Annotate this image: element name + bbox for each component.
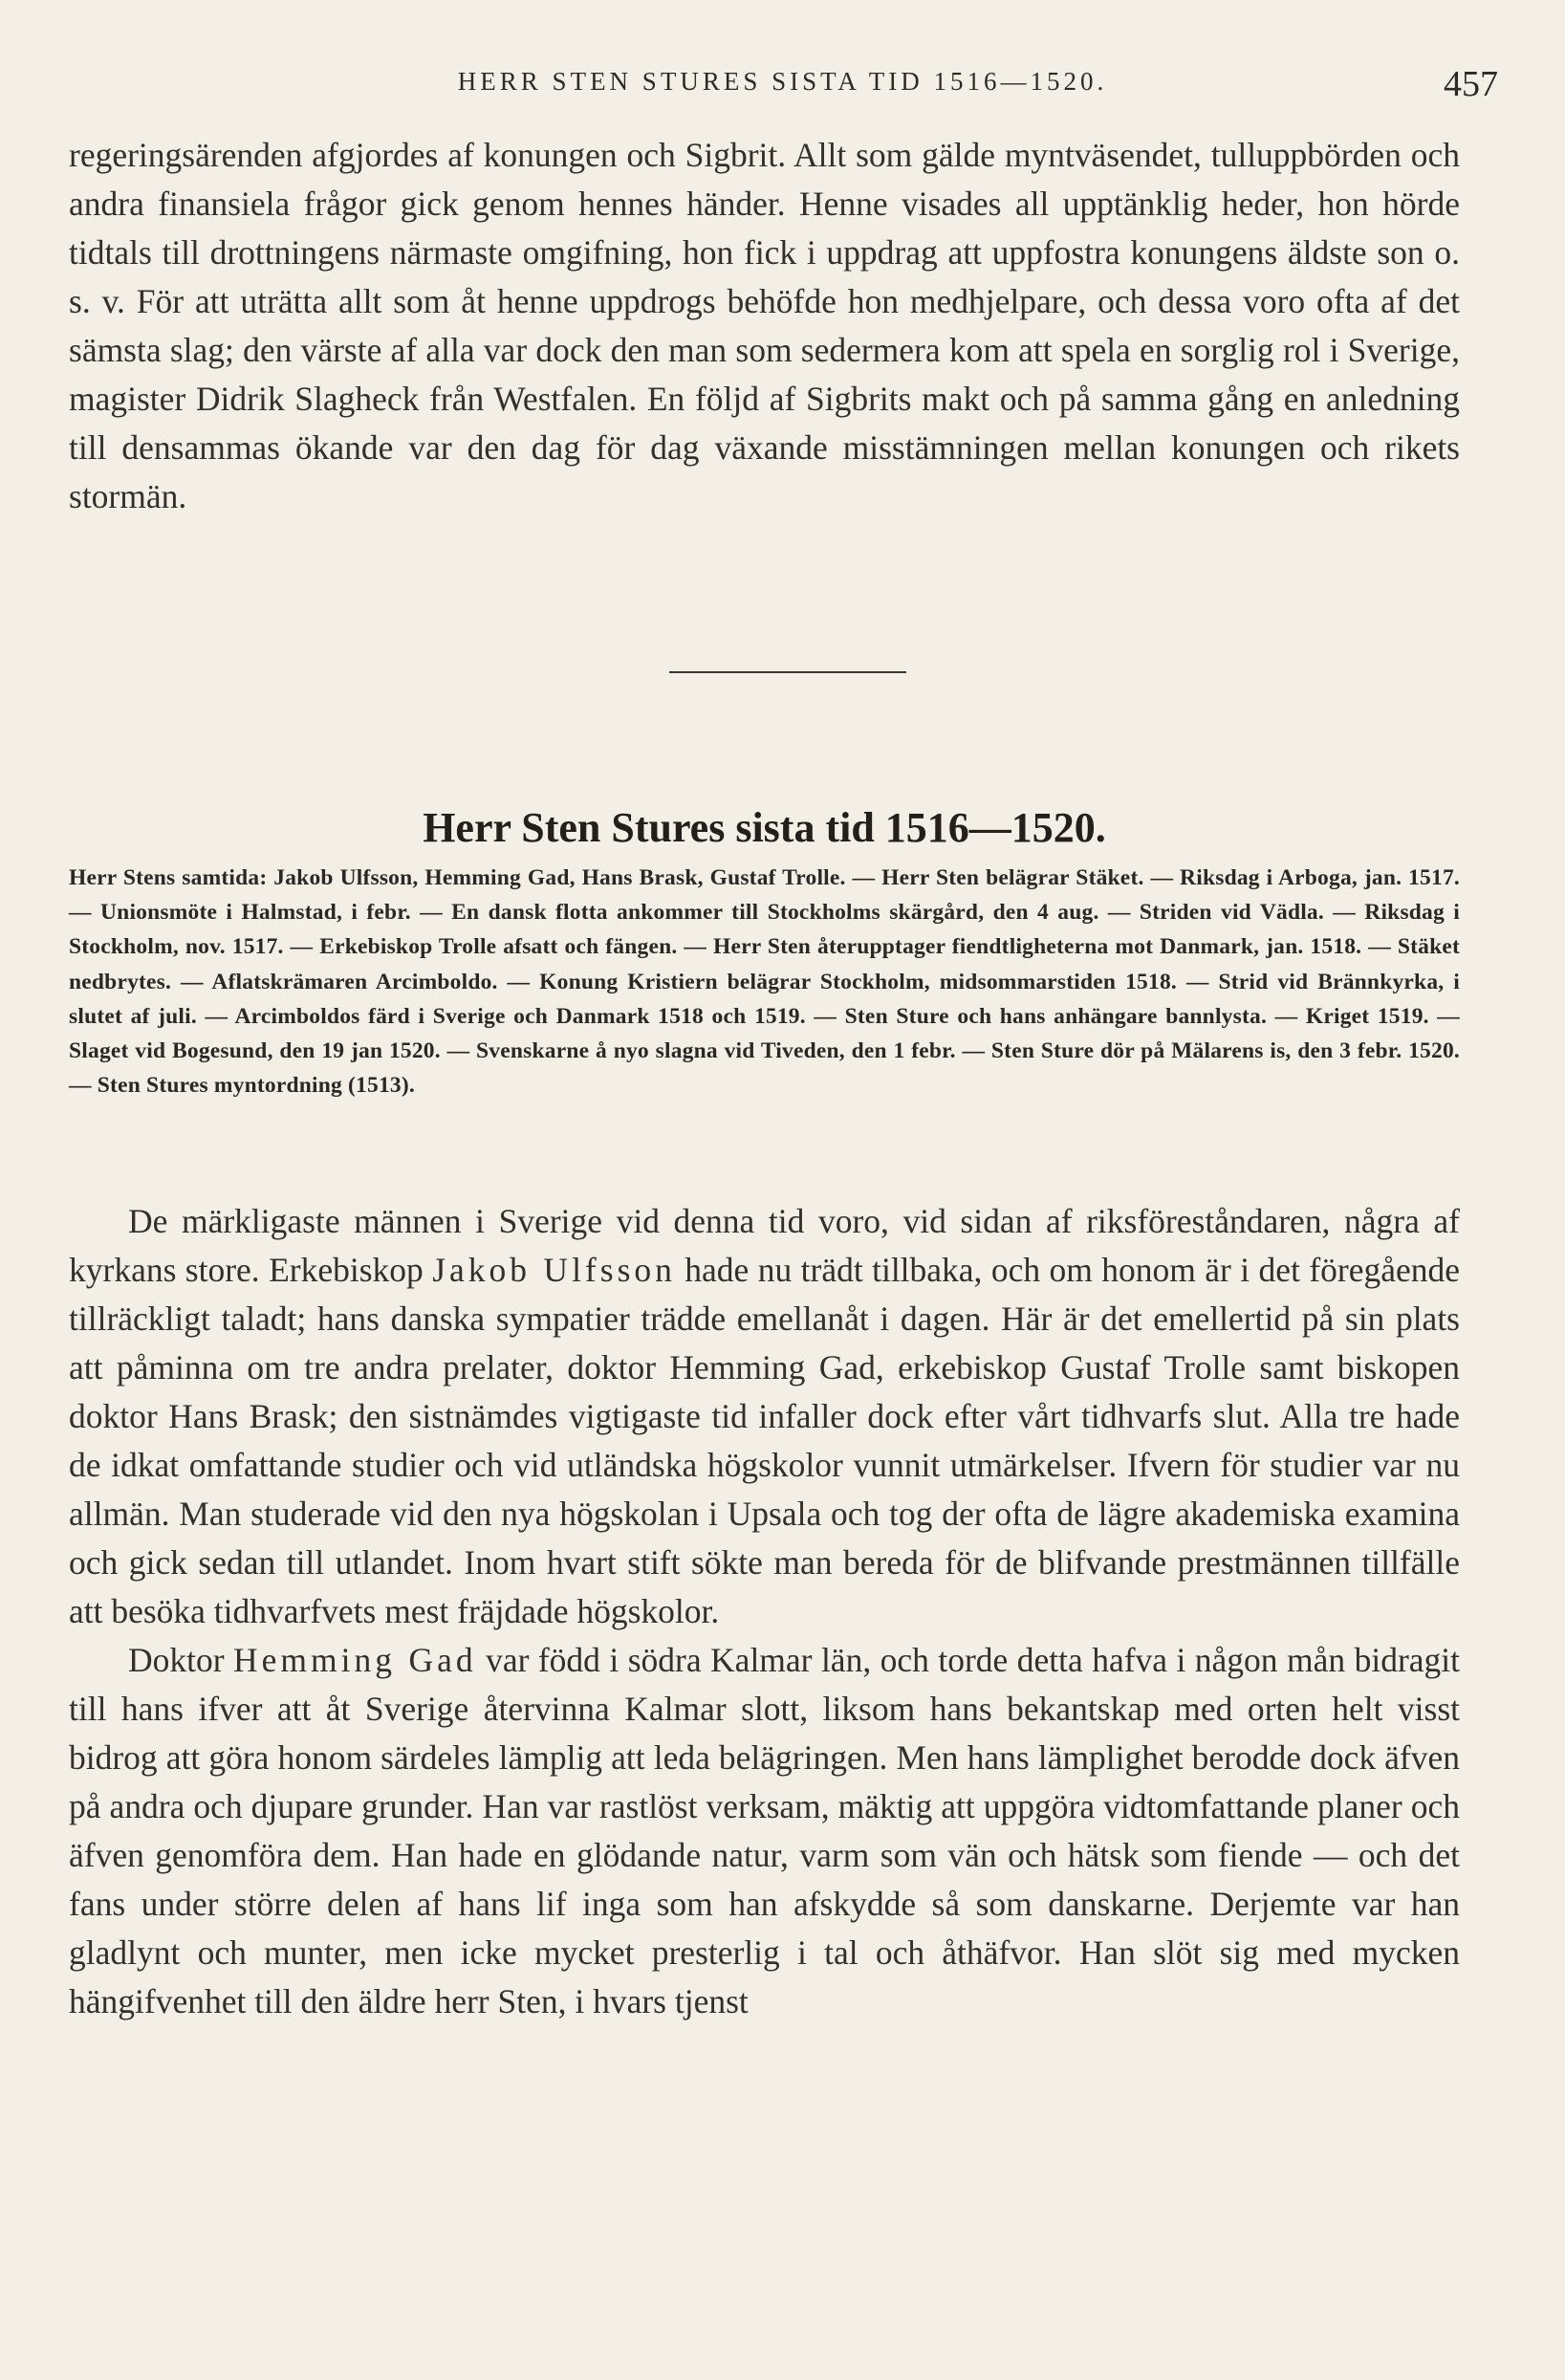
running-head [67,64,1498,115]
page-number: 457 [1444,64,1498,104]
body-paragraph-1-end: hade nu trädt tillbaka, och om honom är i det föregående tillräckligt taladt; hans danska sympatier trädde emellanåt i dagen. Här är det emellertid på sin plats att påminna om tre andra prelater, doktor Hemming Gad, erkebiskop Gustaf Trolle samt biskopen doktor Hans Brask; den sistnämdes vigtigaste tid infaller dock efter vårt tidhvarfs slut. Alla tre hade de idkat omfattande studier och vid utländska högskolor vunnit utmärkelser. Ifvern för studier var nu allmän. Man studerade vid den nya högskolan i Upsala och tog der ofta de lägre akademiska examina och gick sedan till utlandet. Inom hvart stift sökte man bereda för de blifvande prestmännen tillfälle att besöka tidhvarfvets mest fräjdade högskolor. [69,1251,1461,1630]
running-title: HERR STEN STURES SISTA TID 1516—1520. [457,67,1108,96]
body-paragraph-2-end: var född i södra Kalmar län, och torde detta hafva i någon mån bidragit till hans ifver att åt Sverige återvinna Kalmar slott, liksom hans bekantskap med orten helt visst bidrog att göra honom särdeles lämplig att leda belägringen. Men hans lämplighet berodde dock äfven på andra och djupare grunder. Han var rastlöst verksam, mäktig att uppgöra vidtomfattande planer och äfven genomföra dem. Han hade en glödande natur, varm som vän och hätsk som fiende — och det fans under större delen af hans lif inga som han afskydde så som danskarne. Derjemte var han gladlynt och munter, men icke mycket presterlig i tal och åthäfvor. Han slöt sig med mycken hängifvenhet till den äldre herr Sten, i hvars tjenst [69,1641,1460,2020]
body-paragraph-2-start: Doktor [128,1641,234,1679]
section-title: Herr Sten Stures sista tid 1516—1520. [423,804,1106,851]
intro-text-block [69,131,1460,521]
body-paragraph-1 [69,1197,1460,1636]
section-divider [669,671,906,673]
body-paragraph-1-start: De märkligaste männen i Sverige vid denna tid voro, vid sidan af riksföreståndaren, några af kyrkans store. Erkebiskop [69,1202,1460,1289]
body-paragraph-2 [69,1636,1460,2026]
section-summary: Herr Stens samtida: Jakob Ulfsson, Hemming Gad, Hans Brask, Gustaf Trolle. — Herr Sten belägrar Stäket. — Riksdag i Arboga, jan. 1517. — Unionsmöte i Halmstad, i febr. — En dansk flotta ankommer till Stockholms skärgård, den 4 aug. — Striden vid Vädla. — Riksdag i Stockholm, nov. 1517. — Erkebiskop Trolle afsatt och fängen. — Herr Sten återupptager fiendtligheterna mot Danmark, jan. 1518. — Stäket nedbrytes. — Aflatskrämaren Arcimboldo. — Konung Kristiern belägrar Stockholm, midsommarstiden 1518. — Strid vid Brännkyrka, i slutet af juli. — Arcimboldos färd i Sverige och Danmark 1518 och 1519. — Sten Sture och hans anhängare bannlysta. — Kriget 1519. — Slaget vid Bogesund, den 19 jan 1520. — Svenskarne å nyo slagna vid Tiveden, den 1 febr. — Sten Sture dör på Mälarens is, den 3 febr. 1520. — Sten Stures myntordning (1513). [69,865,1460,1099]
body-text-block [69,1197,1460,2026]
intro-paragraph: regeringsärenden afgjordes af konungen och Sigbrit. Allt som gälde myntväsendet, tulluppbörden och andra finansiela frågor gick genom hennes händer. Henne visades all upptänklig heder, hon hörde tidtals till drottningens närmaste omgifning, hon fick i uppdrag att uppfostra konungens äldste son o. s. v. För att uträtta allt som åt henne uppdrogs behöfde hon medhjelpare, och dessa voro ofta af det sämsta slag; den värste af alla var dock den man som sedermera kom att spela en sorglig rol i Sverige, magister Didrik Slagheck från Westfalen. En följd af Sigbrits makt och på samma gång en anledning till densammas ökande var den dag för dag växande misstämningen mellan konungen och rikets stormän. [69,136,1460,515]
person-name-jakob-ulfsson: Jakob Ulfsson [432,1251,676,1289]
person-name-hemming-gad: Hemming Gad [233,1641,477,1679]
